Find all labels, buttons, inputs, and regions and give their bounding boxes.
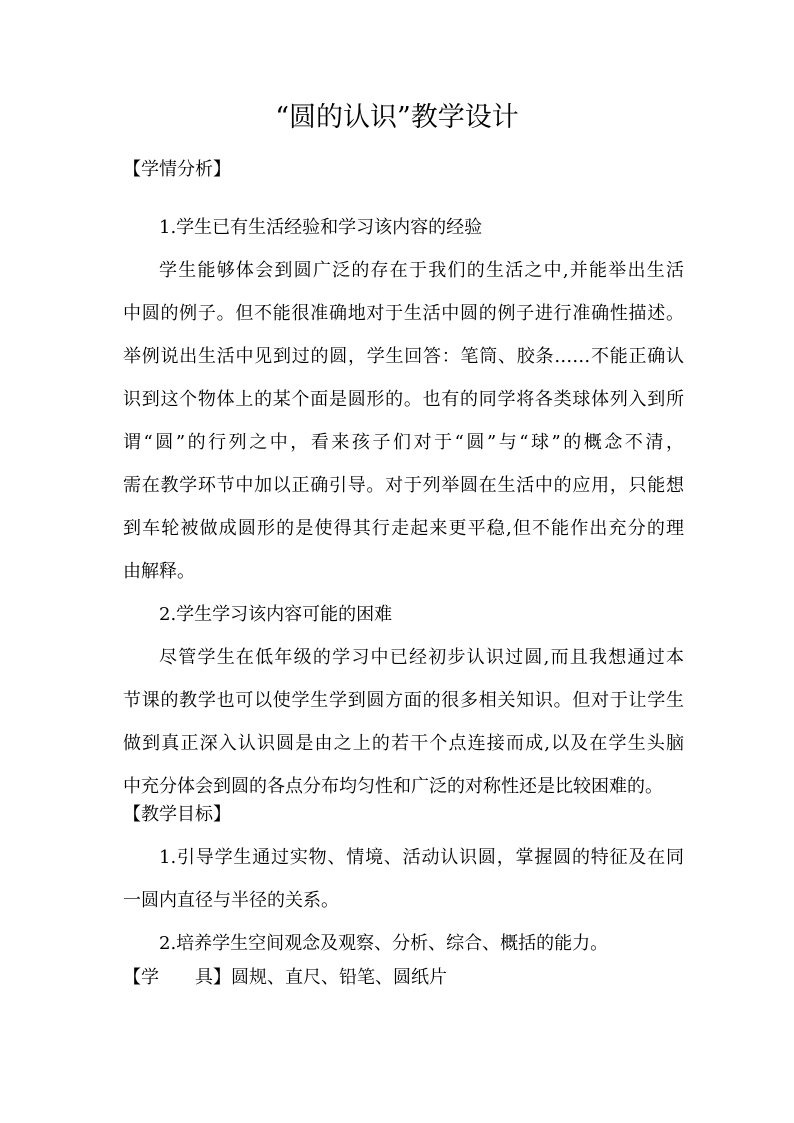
goal-item-2: 2.培养学生空间观念及观察、分析、综合、概括的能力。 bbox=[159, 933, 609, 954]
paragraph-line: 中圆的例子。但不能很准确地对于生活中圆的例子进行准确性描述。 bbox=[123, 303, 684, 324]
tools-content: 圆规、直尺、铅笔、圆纸片 bbox=[231, 967, 447, 988]
tools-label-left: 【学 bbox=[123, 967, 159, 988]
section-heading-goals: 【教学目标】 bbox=[123, 804, 231, 825]
tools-label-right: 具】 bbox=[195, 967, 231, 988]
section-heading-analysis: 【学情分析】 bbox=[123, 159, 231, 180]
subheading-experience: 1.学生已有生活经验和学习该内容的经验 bbox=[159, 217, 483, 238]
paragraph-line: 尽管学生在低年级的学习中已经初步认识过圆,而且我想通过本 bbox=[159, 647, 684, 668]
paragraph-line: 需在教学环节中加以正确引导。对于列举圆在生活中的应用，只能想 bbox=[123, 475, 684, 496]
page-title: “圆的认识”教学设计 bbox=[275, 102, 519, 133]
goal-item-1-continued: 一圆内直径与半径的关系。 bbox=[123, 890, 339, 911]
paragraph-line: 做到真正深入认识圆是由之上的若干个点连接而成,以及在学生头脑 bbox=[123, 733, 684, 754]
paragraph-line: 由解释。 bbox=[123, 561, 195, 582]
subheading-difficulties: 2.学生学习该内容可能的困难 bbox=[159, 604, 393, 625]
goal-item-1: 1.引导学生通过实物、情境、活动认识圆，掌握圆的特征及在同 bbox=[159, 847, 684, 868]
paragraph-line: 举例说出生活中见到过的圆，学生回答：笔筒、胶条……不能正确认 bbox=[123, 346, 684, 367]
tools-line bbox=[123, 966, 447, 990]
paragraph-line: 到车轮被做成圆形的是使得其行走起来更平稳,但不能作出充分的理 bbox=[123, 518, 684, 539]
paragraph-line: 识到这个物体上的某个面是圆形的。也有的同学将各类球体列入到所 bbox=[123, 389, 684, 410]
paragraph-line: 中充分体会到圆的各点分布均匀性和广泛的对称性还是比较困难的。 bbox=[123, 776, 663, 797]
paragraph-line: 节课的教学也可以使学生学到圆方面的很多相关知识。但对于让学生 bbox=[123, 690, 684, 711]
paragraph-line: 学生能够体会到圆广泛的存在于我们的生活之中,并能举出生活 bbox=[159, 260, 684, 281]
paragraph-line: 谓“圆”的行列之中，看来孩子们对于“圆”与“球”的概念不清， bbox=[123, 432, 684, 453]
